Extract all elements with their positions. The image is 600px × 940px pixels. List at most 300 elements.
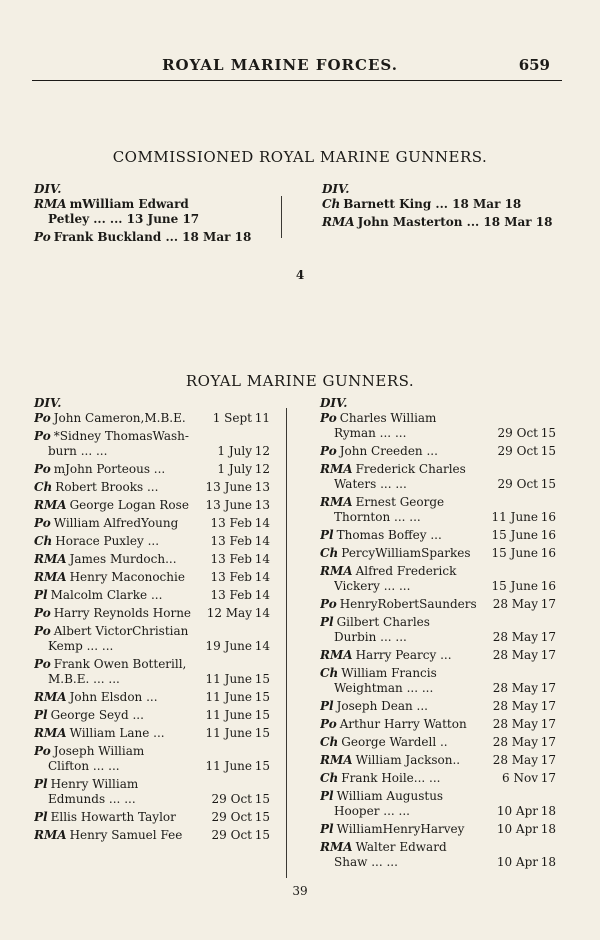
entry-date: 10 Apr [496, 822, 538, 836]
entry-name-wrap [320, 564, 556, 579]
entry-line [320, 477, 556, 492]
entry-name-wrap [320, 648, 493, 663]
rank: RMA [320, 495, 353, 509]
rank: RMA [320, 753, 353, 767]
rank: RMA [34, 726, 67, 740]
entry-line [34, 444, 270, 459]
entry-name: John Creeden ... [339, 444, 438, 458]
list-item [320, 495, 556, 525]
entry-seniority: 18 [540, 855, 556, 869]
rank: RMA [34, 828, 67, 842]
entry-name-wrap [320, 735, 493, 750]
entry-name-wrap [320, 615, 556, 630]
entry-date: 13 Feb [210, 588, 252, 602]
entry-name: Walter Edward [355, 840, 447, 854]
entry-continuation: Durbin ... ... [334, 630, 407, 644]
entry-name: mJohn Porteous ... [53, 462, 166, 476]
entry-date: 13 Feb [210, 570, 252, 584]
list-item [34, 197, 270, 227]
entry-line [34, 708, 270, 723]
entry-date: 10 Apr [496, 804, 538, 818]
entry-line [34, 624, 270, 639]
entry-line [320, 840, 556, 855]
entry-seniority: 15 [254, 690, 270, 704]
rank: RMA [34, 552, 67, 566]
entry-name-wrap [320, 789, 556, 804]
entry-continuation: Hooper ... ... [334, 804, 410, 818]
list-item [320, 411, 556, 441]
rank: Pl [320, 699, 334, 713]
entry-name-wrap [34, 777, 270, 792]
entry-name: Frank Owen Botterill, [53, 657, 187, 671]
entry-name: PercyWilliamSparkes [341, 546, 471, 560]
entry-seniority: 16 [540, 510, 556, 524]
entry-name: Henry William [50, 777, 139, 791]
entry-line [34, 480, 270, 495]
rank: Ch [320, 546, 339, 560]
rank: RMA [320, 564, 353, 578]
column-divider [281, 196, 282, 238]
entry-line [34, 672, 270, 687]
commissioned-left-column [34, 182, 270, 248]
entry-date: 19 June [205, 639, 252, 653]
entry-line [34, 411, 270, 426]
entry-seniority: 17 [540, 717, 556, 731]
entry-name: Arthur Harry Watton [339, 717, 467, 731]
entry-line [320, 753, 556, 768]
entry-name-wrap [320, 666, 556, 681]
entry-date: 15 June [491, 579, 538, 593]
div-label: DIV. [34, 396, 62, 410]
entry-line [34, 534, 270, 549]
list-item [34, 657, 270, 687]
entry-seniority: 15 [254, 810, 270, 824]
entry-name-wrap [34, 552, 210, 567]
entry-seniority: 14 [254, 570, 270, 584]
entry-date: 15 June [491, 546, 538, 560]
entry-name: George Logan Rose [69, 498, 189, 512]
list-item [320, 564, 556, 594]
entry-continuation: Ryman ... ... [334, 426, 407, 440]
entry-name: Robert Brooks ... [55, 480, 159, 494]
list-item [322, 197, 562, 212]
entry-name: Thomas Boffey ... [336, 528, 442, 542]
entry-line [34, 726, 270, 741]
list-item [34, 230, 270, 245]
entry-line [320, 462, 556, 477]
entry-seniority: 14 [254, 606, 270, 620]
list-item [34, 462, 270, 477]
rank: Po [320, 717, 337, 731]
entry-line [320, 546, 556, 561]
entry-line [320, 528, 556, 543]
entry-line [320, 771, 556, 786]
rank: Po [34, 411, 51, 425]
rank: Pl [320, 528, 334, 542]
rank: Po [320, 411, 337, 425]
div-label: DIV. [320, 396, 348, 410]
entry-date: 28 May [492, 597, 538, 611]
entry-date: 29 Oct [497, 426, 538, 440]
rank: Pl [34, 810, 48, 824]
list-item [34, 516, 270, 531]
list-item [322, 215, 562, 230]
entry-seniority: 15 [540, 444, 556, 458]
section-title-gunners: ROYAL MARINE GUNNERS. [185, 372, 415, 390]
entry-date: 29 Oct [211, 828, 252, 842]
entry-name-wrap [34, 516, 210, 531]
entry-line [320, 615, 556, 630]
entry-name-wrap [34, 462, 217, 477]
entry-date: 29 Oct [497, 477, 538, 491]
list-item [34, 708, 270, 723]
entry-name: George Wardell .. [341, 735, 448, 749]
entry-line [320, 495, 556, 510]
entry-name: Joseph William [53, 744, 145, 758]
list-item [320, 615, 556, 645]
entry-continuation: Clifton ... ... [48, 759, 120, 773]
entry-name: mWilliam Edward [69, 197, 189, 211]
entry-seniority: 15 [540, 426, 556, 440]
rank: Po [320, 597, 337, 611]
footer-signature-number: 39 [292, 884, 308, 898]
rank: RMA [322, 215, 355, 229]
entry-name-wrap [34, 429, 270, 444]
entry-date: 1 July [217, 444, 252, 458]
entry-continuation: Weightman ... ... [334, 681, 434, 695]
entry-name-wrap [320, 771, 502, 786]
rank: Po [320, 444, 337, 458]
entry-line [34, 429, 270, 444]
list-item [320, 699, 556, 714]
rank: Ch [320, 666, 339, 680]
entry-continuation: Vickery ... ... [334, 579, 411, 593]
entry-date: 11 June [205, 708, 252, 722]
list-item [320, 546, 556, 561]
entry-name-wrap [320, 753, 493, 768]
entry-date: 15 June [491, 528, 538, 542]
list-item [34, 534, 270, 549]
entry-line [320, 564, 556, 579]
entry-date: 13 Feb [210, 552, 252, 566]
entry-line [320, 855, 556, 870]
entry-continuation: M.B.E. ... ... [48, 672, 120, 686]
entry-date: 13 Feb [210, 534, 252, 548]
entry-continuation: Thornton ... ... [334, 510, 421, 524]
entry-line [34, 744, 270, 759]
entry-seniority: 13 [254, 498, 270, 512]
list-item [34, 606, 270, 621]
rank: Pl [320, 789, 334, 803]
entry-line [320, 822, 556, 837]
entry-line [34, 759, 270, 774]
list-item [34, 411, 270, 426]
entry-name: Henry Maconochie [69, 570, 185, 584]
entry-name: Frank Hoile... ... [341, 771, 441, 785]
list-item [34, 744, 270, 774]
commissioned-right-column [322, 182, 562, 233]
entry-line [34, 498, 270, 513]
list-item [34, 429, 270, 459]
entry-seniority: 15 [254, 759, 270, 773]
entry-seniority: 17 [540, 753, 556, 767]
list-item [320, 789, 556, 819]
entry-line [320, 681, 556, 696]
entry-line [34, 810, 270, 825]
entry-date: 12 May [206, 606, 252, 620]
entry-seniority: 14 [254, 534, 270, 548]
entry-seniority: 15 [254, 792, 270, 806]
entry-date: 1 Sept [212, 411, 252, 425]
rank: RMA [34, 570, 67, 584]
entry-line [34, 516, 270, 531]
entry-date: 13 June [205, 498, 252, 512]
list-item [34, 624, 270, 654]
header-rule [32, 80, 562, 81]
entry-line [34, 588, 270, 603]
list-item [320, 444, 556, 459]
page-number: 659 [518, 56, 550, 74]
list-item [34, 498, 270, 513]
entry-name: Frank Buckland ... 18 Mar 18 [53, 230, 252, 244]
rank: Pl [320, 822, 334, 836]
entry-name-wrap [34, 570, 210, 585]
list-item [320, 771, 556, 786]
entry-date: 28 May [492, 681, 538, 695]
entry-name: William Augustus [336, 789, 444, 803]
entry-seniority: 16 [540, 528, 556, 542]
entry-name-wrap [34, 828, 212, 843]
entry-name: Frederick Charles [355, 462, 466, 476]
entry-name-wrap [320, 444, 498, 459]
rank: Pl [34, 708, 48, 722]
entry-seniority: 14 [254, 588, 270, 602]
entry-name-wrap [320, 597, 493, 612]
rank: Pl [320, 615, 334, 629]
entry-continuation: Petley ... ... 13 June 17 [48, 212, 200, 226]
entry-name-wrap [320, 822, 497, 837]
entry-name-wrap [34, 411, 213, 426]
rank: Po [34, 230, 51, 244]
rank: Po [34, 462, 51, 476]
entry-continuation: Shaw ... ... [334, 855, 398, 869]
rank: RMA [34, 690, 67, 704]
entry-line [34, 552, 270, 567]
entry-seniority: 15 [254, 726, 270, 740]
list-item [320, 462, 556, 492]
entry-line [320, 630, 556, 645]
entry-name: Harry Pearcy ... [355, 648, 452, 662]
rank: RMA [34, 197, 67, 211]
entry-line [320, 444, 556, 459]
entry-continuation: Waters ... ... [334, 477, 407, 491]
entry-seniority: 15 [540, 477, 556, 491]
list-item [320, 666, 556, 696]
rank: RMA [34, 498, 67, 512]
entry-name: William Lane ... [69, 726, 165, 740]
entry-name-wrap [34, 588, 210, 603]
gunners-right-column [320, 396, 556, 873]
entry-line [320, 411, 556, 426]
rank: Po [34, 516, 51, 530]
entry-seniority: 17 [540, 699, 556, 713]
entry-date: 11 June [205, 690, 252, 704]
rank: RMA [320, 840, 353, 854]
entry-line [320, 666, 556, 681]
entry-seniority: 17 [540, 735, 556, 749]
gunners-right-list [320, 411, 556, 870]
entry-date: 13 Feb [210, 516, 252, 530]
entry-name: HenryRobertSaunders [339, 597, 477, 611]
entry-name-wrap [34, 657, 270, 672]
entry-seniority: 13 [254, 480, 270, 494]
entry-line [320, 597, 556, 612]
entry-name: WilliamHenryHarvey [336, 822, 465, 836]
entry-name-wrap [34, 498, 206, 513]
entry-seniority: 11 [254, 411, 270, 425]
entry-name: Henry Samuel Fee [69, 828, 183, 842]
entry-date: 11 June [491, 510, 538, 524]
entry-name-wrap [34, 480, 206, 495]
entry-seniority: 12 [254, 444, 270, 458]
entry-name: John Cameron,M.B.E. [53, 411, 186, 425]
entry-line [320, 426, 556, 441]
div-label: DIV. [322, 182, 350, 196]
entry-name: Gilbert Charles [336, 615, 430, 629]
entry-line [34, 777, 270, 792]
entry-name: William Jackson.. [355, 753, 461, 767]
entry-name: Joseph Dean ... [336, 699, 428, 713]
rank: Po [34, 429, 51, 443]
entry-line [320, 804, 556, 819]
entry-seniority: 12 [254, 462, 270, 476]
entry-name: Barnett King ... 18 Mar 18 [343, 197, 522, 211]
rank: Po [34, 624, 51, 638]
list-item [34, 777, 270, 807]
entry-seniority: 17 [540, 648, 556, 662]
entry-line [34, 570, 270, 585]
entry-date: 10 Apr [496, 855, 538, 869]
entry-seniority: 14 [254, 552, 270, 566]
list-item [34, 810, 270, 825]
entry-name: John Elsdon ... [69, 690, 158, 704]
entry-line [34, 828, 270, 843]
entry-name-wrap [34, 726, 206, 741]
entry-line [34, 792, 270, 807]
entry-name: Albert VictorChristian [53, 624, 189, 638]
entry-name-wrap [320, 840, 556, 855]
list-item [34, 690, 270, 705]
entry-name-wrap [320, 411, 556, 426]
entry-name: Alfred Frederick [355, 564, 457, 578]
entry-line [320, 510, 556, 525]
entry-name-wrap [34, 708, 206, 723]
list-item [320, 753, 556, 768]
entry-name-wrap [34, 690, 206, 705]
entry-date: 11 June [205, 726, 252, 740]
rank: Ch [34, 480, 53, 494]
entry-line [320, 648, 556, 663]
entry-date: 28 May [492, 648, 538, 662]
rank: RMA [320, 462, 353, 476]
entry-seniority: 14 [254, 516, 270, 530]
gunners-left-list [34, 411, 270, 843]
list-item [34, 726, 270, 741]
entry-line [320, 717, 556, 732]
entry-continuation: Edmunds ... ... [48, 792, 136, 806]
entry-line [320, 789, 556, 804]
entry-name: Ernest George [355, 495, 445, 509]
entry-seniority: 17 [540, 681, 556, 695]
entry-date: 29 Oct [211, 792, 252, 806]
entry-line [34, 606, 270, 621]
entry-date: 28 May [492, 735, 538, 749]
list-item [320, 840, 556, 870]
entry-date: 13 June [205, 480, 252, 494]
entry-line [34, 639, 270, 654]
entry-date: 6 Nov [502, 771, 538, 785]
entry-name-wrap [34, 534, 210, 549]
entry-name: *Sidney ThomasWash- [53, 429, 189, 443]
entry-name: George Seyd ... [50, 708, 144, 722]
entry-seniority: 15 [254, 828, 270, 842]
entry-name: James Murdoch... [69, 552, 177, 566]
entry-line [320, 579, 556, 594]
entry-name: Malcolm Clarke ... [50, 588, 163, 602]
entry-date: 28 May [492, 717, 538, 731]
entry-name: Horace Puxley ... [55, 534, 160, 548]
entry-line [34, 462, 270, 477]
entry-continuation: Kemp ... ... [48, 639, 114, 653]
rank: Pl [34, 588, 48, 602]
list-item [320, 597, 556, 612]
list-item [320, 717, 556, 732]
entry-name-wrap [320, 699, 493, 714]
entry-name-wrap [320, 462, 556, 477]
entry-seniority: 14 [254, 639, 270, 653]
rank: Pl [34, 777, 48, 791]
rank: Po [34, 744, 51, 758]
entry-name: Ellis Howarth Taylor [50, 810, 176, 824]
rank: Po [34, 657, 51, 671]
section-title-commissioned: COMMISSIONED ROYAL MARINE GUNNERS. [112, 148, 488, 166]
entry-name-wrap [320, 495, 556, 510]
entry-date: 11 June [205, 759, 252, 773]
entry-name: William AlfredYoung [53, 516, 179, 530]
entry-seniority: 17 [540, 771, 556, 785]
list-item [34, 828, 270, 843]
rank: Ch [320, 771, 339, 785]
rank: Ch [320, 735, 339, 749]
entry-date: 29 Oct [497, 444, 538, 458]
entry-name-wrap [320, 717, 493, 732]
entry-name: Charles William [339, 411, 437, 425]
entry-name-wrap [320, 528, 492, 543]
list-item [34, 570, 270, 585]
entry-name-wrap [34, 606, 207, 621]
entry-date: 28 May [492, 753, 538, 767]
list-item [320, 735, 556, 750]
entry-seniority: 17 [540, 630, 556, 644]
entry-seniority: 18 [540, 822, 556, 836]
entry-continuation: burn ... ... [48, 444, 108, 458]
list-item [320, 528, 556, 543]
entry-date: 28 May [492, 630, 538, 644]
rank: RMA [320, 648, 353, 662]
rank: Po [34, 606, 51, 620]
div-label: DIV. [34, 182, 62, 196]
entry-date: 1 July [217, 462, 252, 476]
